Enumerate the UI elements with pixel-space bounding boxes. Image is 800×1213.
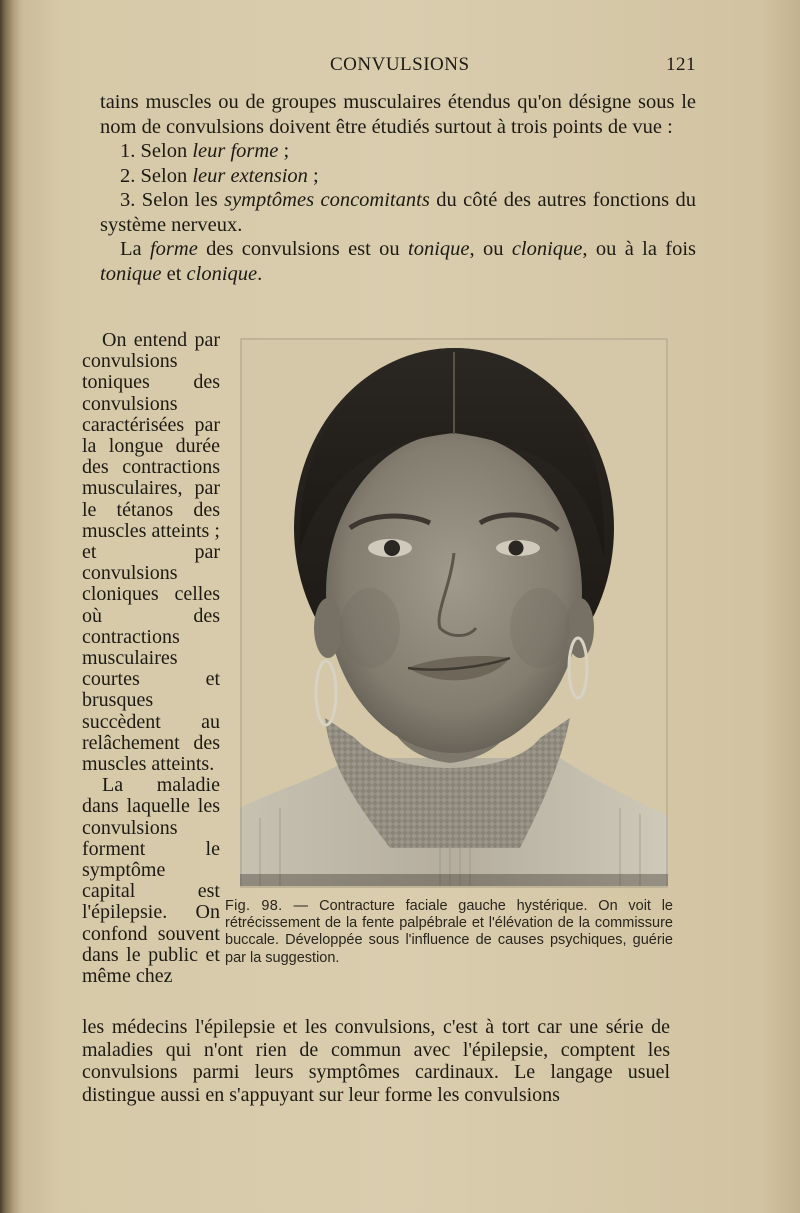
column-paragraph-2: La maladie dans laquelle les convulsions forment le symptôme capital est l'épilepsie. On confond souvent dans le public et même chez (82, 774, 220, 988)
intro-text (100, 90, 696, 286)
list-item-2: 2. Selon leur extension ; (120, 164, 319, 187)
list-item-3: 3. Selon les symptômes concomitants du côté des autres fonctions du système nerveux. (100, 189, 697, 236)
book-spine-shadow (0, 0, 22, 1213)
caption-text: Contracture faciale gauche hystérique. On voit le rétrécissement de la fente palpébrale et l'élévation de la commissure buccale. Développée sous l'influence de causes psychiques, guérie par la suggestion. (225, 898, 673, 966)
page-header (100, 54, 696, 82)
running-head: CONVULSIONS (330, 54, 470, 75)
bottom-text (82, 1016, 670, 1106)
figure-photograph (240, 338, 668, 888)
narrow-text-column (82, 330, 220, 987)
column-paragraph-1: On entend par convulsions toniques des convulsions caractérisées par la longue durée des contractions musculaires, par le tétanos des muscles atteints ; et par convulsions cloniques celles où des contractions musculaires courtes et brusques succèdent au relâchement des muscles atteints. (82, 329, 220, 776)
portrait-photo (240, 338, 668, 888)
intro-paragraph: tains muscles ou de groupes musculaires étendus qu'on désigne sous le nom de convulsions doivent être étudiés surtout à trois points de vue : (100, 91, 696, 138)
forme-paragraph: La forme des convulsions est ou tonique, ou clonique, ou à la fois tonique et clonique. (100, 238, 697, 285)
figure-caption (225, 898, 673, 967)
list-item-1: 1. Selon leur forme ; (120, 140, 290, 162)
bottom-paragraph: les médecins l'épilepsie et les convulsions, c'est à tort car une série de maladies qui n'ont rien de commun avec l'épilepsie, comptent les convulsions parmi leurs symptômes cardinaux. Le langage usuel distingue aussi en s'appuyant sur leur forme les convulsions (82, 1016, 670, 1106)
caption-label: Fig. 98. — (225, 898, 309, 914)
page-number: 121 (666, 54, 696, 75)
